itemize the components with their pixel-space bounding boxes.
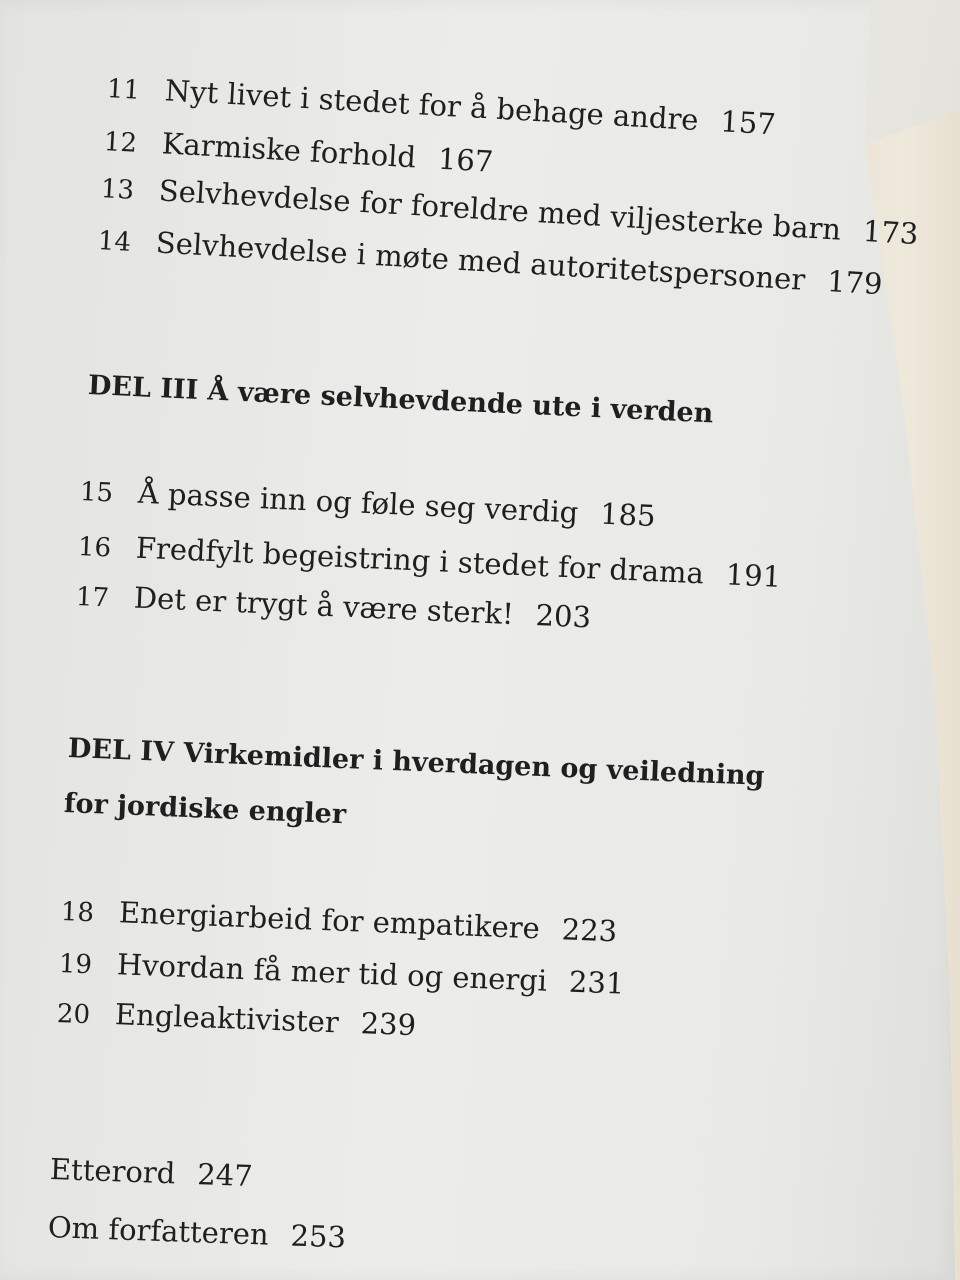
- toc-entry: [75, 578, 591, 636]
- chapter-title: Karmiske forhold: [161, 126, 417, 175]
- page-number: 185: [599, 496, 657, 534]
- chapter-title: Nyt livet i stedet for å behage andre: [164, 73, 700, 138]
- toc-entry: [60, 893, 617, 950]
- chapter-number: 18: [60, 897, 95, 929]
- chapter-number: 17: [75, 582, 110, 614]
- page-number: 203: [534, 598, 592, 635]
- page-number: 173: [862, 213, 920, 252]
- chapter-title: Engleaktivister: [114, 997, 340, 1040]
- page-number: 239: [360, 1006, 417, 1043]
- chapter-number: 14: [97, 226, 132, 258]
- chapter-number: 20: [56, 999, 91, 1031]
- chapter-title: Det er trygt å være sterk!: [133, 580, 515, 632]
- page-number: 191: [725, 557, 782, 594]
- chapter-number: 13: [100, 174, 135, 206]
- page-number: 223: [561, 912, 618, 949]
- chapter-title: Hvordan få mer tid og energi: [116, 947, 548, 998]
- page-number: 231: [568, 964, 626, 1001]
- toc-entry: [56, 995, 416, 1044]
- backmatter-title: Etterord: [49, 1152, 176, 1191]
- chapter-number: 11: [106, 74, 141, 106]
- part-heading-continued: for jordiske engler: [63, 788, 347, 831]
- toc-entry: [58, 945, 625, 1003]
- part-heading: DEL III Å være selvhevdende ute i verden: [87, 370, 715, 430]
- chapter-number: 15: [79, 477, 114, 509]
- chapter-title: Selvhevdelse i møte med autoritetspersoner: [154, 225, 807, 297]
- page-number: 253: [290, 1218, 347, 1255]
- chapter-title: Energiarbeid for empatikere: [118, 895, 541, 946]
- part-heading: DEL IV Virkemidler i hverdagen og veiledning: [67, 733, 766, 792]
- page-number: 157: [719, 104, 777, 142]
- chapter-title: Å passe inn og føle seg verdig: [137, 475, 580, 530]
- toc-entry: [79, 473, 656, 535]
- toc-entry: [49, 1152, 253, 1193]
- page-number: 179: [826, 264, 884, 302]
- backmatter-title: Om forfatteren: [47, 1210, 270, 1252]
- chapter-title: Fredfylt begeistring i stedet for drama: [135, 530, 705, 591]
- toc-entry: [103, 123, 494, 181]
- toc-entry: [47, 1210, 346, 1254]
- page-number: 247: [196, 1157, 254, 1194]
- chapter-title: Selvhevdelse for foreldre med viljesterke barn: [157, 173, 842, 247]
- chapter-number: 12: [103, 127, 138, 159]
- chapter-number: 16: [77, 532, 112, 564]
- chapter-number: 19: [58, 949, 93, 981]
- page-number: 167: [437, 141, 495, 179]
